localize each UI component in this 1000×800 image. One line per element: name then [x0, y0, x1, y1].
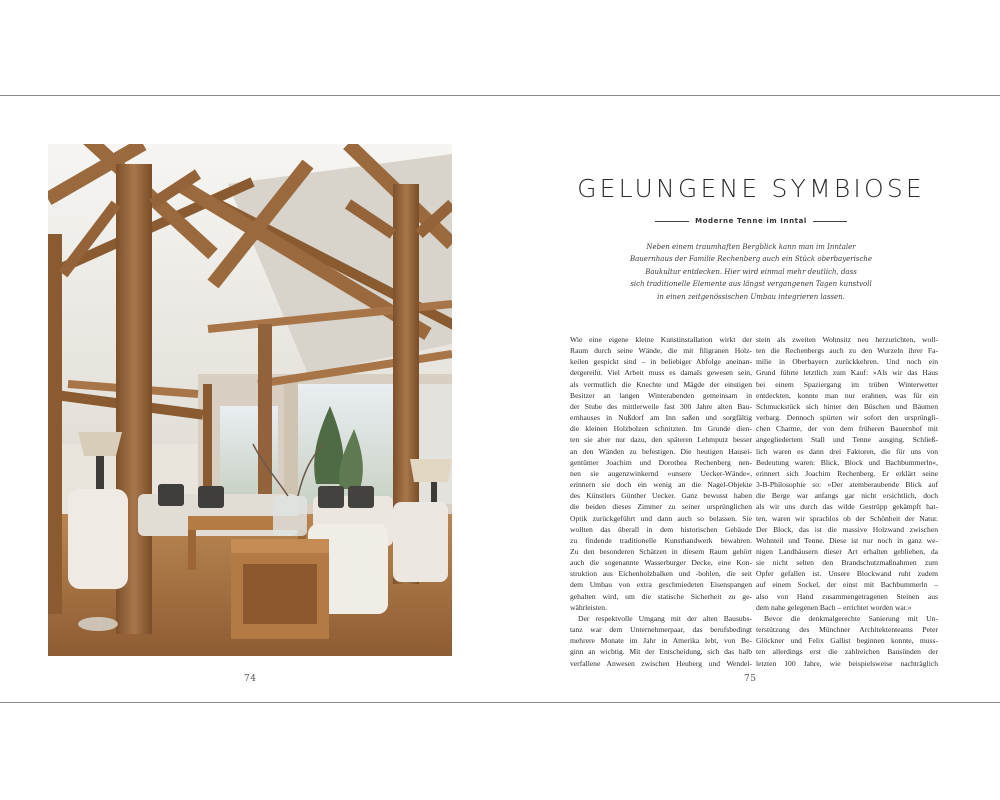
body-line: milie in Oberbayern zurückkehren. Und noch ein [756, 357, 938, 367]
interior-photo [48, 144, 452, 656]
article-title: GELUNGENE SYMBIOSE [577, 174, 925, 203]
body-line: ten die Rechenbergs auch zu den Wurzeln ihrer Fa- [756, 346, 938, 356]
intro-line: Neben einem traumhaften Bergblick kann man im Inntaler [646, 243, 856, 251]
body-line: des Künstlers Günther Uecker. Ganz bewusst haben [570, 491, 752, 501]
interior-photo-image [48, 144, 452, 656]
body-line: auch die sogenannte Wasserburger Decke, eine Kon- [570, 558, 752, 568]
body-line: bei einem Spaziergang im trüben Winterwetter [756, 379, 938, 389]
body-line: ten allerdings erst die zahlreichen Bausünden der [756, 647, 938, 657]
body-line: Der respektvolle Umgang mit der alten Bausubs- [578, 613, 752, 623]
body-line: als vermutlich die Knechte und Mägde der einstigen [570, 379, 752, 389]
body-line: entdeckten, konnte man nur erahnen, was für ein [756, 390, 938, 400]
body-line: chen Charme, der von dem früheren Bauernhof mit [756, 424, 938, 434]
body-line: Optik zurückgeführt und dann auch so belassen. Sie [570, 513, 752, 523]
body-line: dergereiht. Viel Arbeit muss es damals gewesen sein, [570, 368, 752, 378]
body-line: ten sie aber nur dazu, den späteren Lehmputz besser [570, 435, 752, 445]
body-line: dem Umbau von extra geschmiedeten Eisenspangen [570, 580, 752, 590]
body-line: lich waren es dann drei Faktoren, die für uns von [756, 446, 938, 456]
body-line: verfallene Anwesen zwischen Heuberg und Wendel- [570, 658, 752, 668]
page-number-left: 74 [244, 674, 257, 684]
body-line: Opfer gefallen ist. Unsere Blockwand ruht zudem [756, 569, 938, 579]
subtitle-rule-right [813, 221, 847, 222]
body-line: angegliedertem Stall und Tenne ausging. Schließ- [756, 435, 938, 445]
body-line: gentümer Joachim und Dorothea Rechenberg nen- [570, 457, 752, 467]
body-line: währleisten. [570, 602, 607, 612]
body-line: Raum durch seine Wände, die mit filigranen Holz- [570, 346, 752, 356]
body-line: also von Hand zusammengetragenen Steinen aus [756, 591, 938, 601]
body-line: keilen gespickt sind – in beliebiger Abfolge aneinan- [570, 357, 752, 367]
subtitle-row [532, 215, 970, 227]
body-line: ten, waren wir sprachlos ob der Schönheit der Natur. [756, 513, 938, 523]
body-line: Der Block, das ist die massive Holzwand zwischen [756, 524, 938, 534]
body-line: letzten 100 Jahre, wie beispielsweise nachträglich [756, 658, 938, 668]
body-line: Glöckner und Felix Gallist beginnen konnte, muss- [756, 636, 938, 646]
page-number-right: 75 [744, 674, 757, 684]
body-line: Bedeutung waren: Blick, Block und Bachbummerln«, [756, 457, 938, 467]
body-line: erinnern sie doch ein wenig an die Nagel-Objekte [570, 480, 752, 490]
body-line: verbarg. Dennoch spürten wir sofort den ursprüngli- [756, 413, 938, 423]
body-line: zu findende traditionelle Kunsthandwerk bewahren. [570, 535, 752, 545]
body-line: terstützung des Münchner Architektenteams Peter [756, 625, 938, 635]
body-column-2 [756, 334, 938, 669]
intro-line: in einen zeitgenössischen Umbau integrieren lassen. [657, 292, 845, 301]
body-line: wollten das überall in dem historischen Gebäude [570, 524, 752, 534]
body-line: als wir uns durch das wilde Gestrüpp gekämpft hat- [756, 502, 938, 512]
body-line: Besitzer an langen Winterabenden gemeinsam in [570, 390, 752, 400]
article-subtitle: Moderne Tenne im Inntal [695, 217, 807, 225]
intro-line: Baukultur entdecken. Hier wird einmal mehr deutlich, dass [645, 267, 857, 276]
body-line: ernhauses in Nußdorf am Inn saßen und sorgfältig [570, 413, 752, 423]
intro-line: sich traditionelle Elemente aus längst vergangenen Tagen kunstvoll [630, 280, 872, 289]
body-line: die kleinen Holzbolzen schnitzten. Im Grunde dien- [570, 424, 752, 434]
body-line: die beiden dieses Zimmer zu seiner ursprünglichen [570, 502, 752, 512]
body-line: der Stube des mittlerweile fast 300 Jahre alten Bau- [570, 401, 752, 411]
body-line: 3-B-Philosophie so: »Der atemberaubende Blick auf [756, 480, 938, 490]
body-line: Zu den besonderen Schätzen in diesem Raum gehört [570, 546, 752, 556]
body-line: sie nicht selten den Brandschutzmaßnahmen zum [756, 558, 938, 568]
body-line: struktion aus Eichenholzbalken und -bohlen, die seit [570, 569, 752, 579]
body-line: Wie eine eigene kleine Kunstinstallation wirkt der [570, 335, 752, 344]
body-line: Grund führte letztlich zum Kauf: »Als wir das Haus [756, 368, 938, 378]
body-line: gehalten wird, um die statische Sicherheit zu ge- [570, 591, 752, 601]
book-spread [0, 95, 1000, 703]
body-line: Bevor die denkmalgerechte Sanierung mit Un- [764, 613, 938, 623]
body-line: auf einem Sockel, der einst mit Bachbummerln – [756, 580, 938, 590]
intro-paragraph [620, 241, 882, 303]
body-line: an den Wänden zu befestigen. Die heutigen Hausei- [570, 446, 752, 456]
body-line: ginn an wichtig. Mit der Entscheidung, sich das halb [570, 647, 752, 657]
body-line: mehrere Monate im Jahr in Amerika lebt, von Be- [570, 636, 752, 646]
subtitle-rule-left [655, 221, 689, 222]
body-line: Schmuckstück sich hinter den Büschen und Bäumen [756, 401, 938, 411]
body-line: tanz war dem Unternehmerpaar, das berufsbedingt [570, 625, 752, 635]
intro-line: Bauernhaus der Familie Rechenberg auch ein Stück oberbayerische [629, 255, 873, 264]
body-line: Wohnteil und Tenne. Diese ist nur noch in ganz we- [756, 535, 938, 545]
body-line: stein als zweiten Wohnsitz neu herzurichten, woll- [756, 335, 938, 344]
body-line: nigen Landhäusern dieser Art erhalten geblieben, da [756, 546, 938, 556]
body-line: erinnert sich Joachim Rechenberg. Er erklärt seine [756, 468, 938, 478]
body-column-1 [570, 334, 752, 669]
body-line: die Berge war anfangs gar nicht ersichtlich, doch [756, 491, 938, 501]
body-line: nen sie augenzwinkernd »unsere Uecker-Wände«, [570, 468, 752, 478]
body-line: dem nahe gelegenen Bach – errichtet worden war.« [756, 602, 912, 612]
